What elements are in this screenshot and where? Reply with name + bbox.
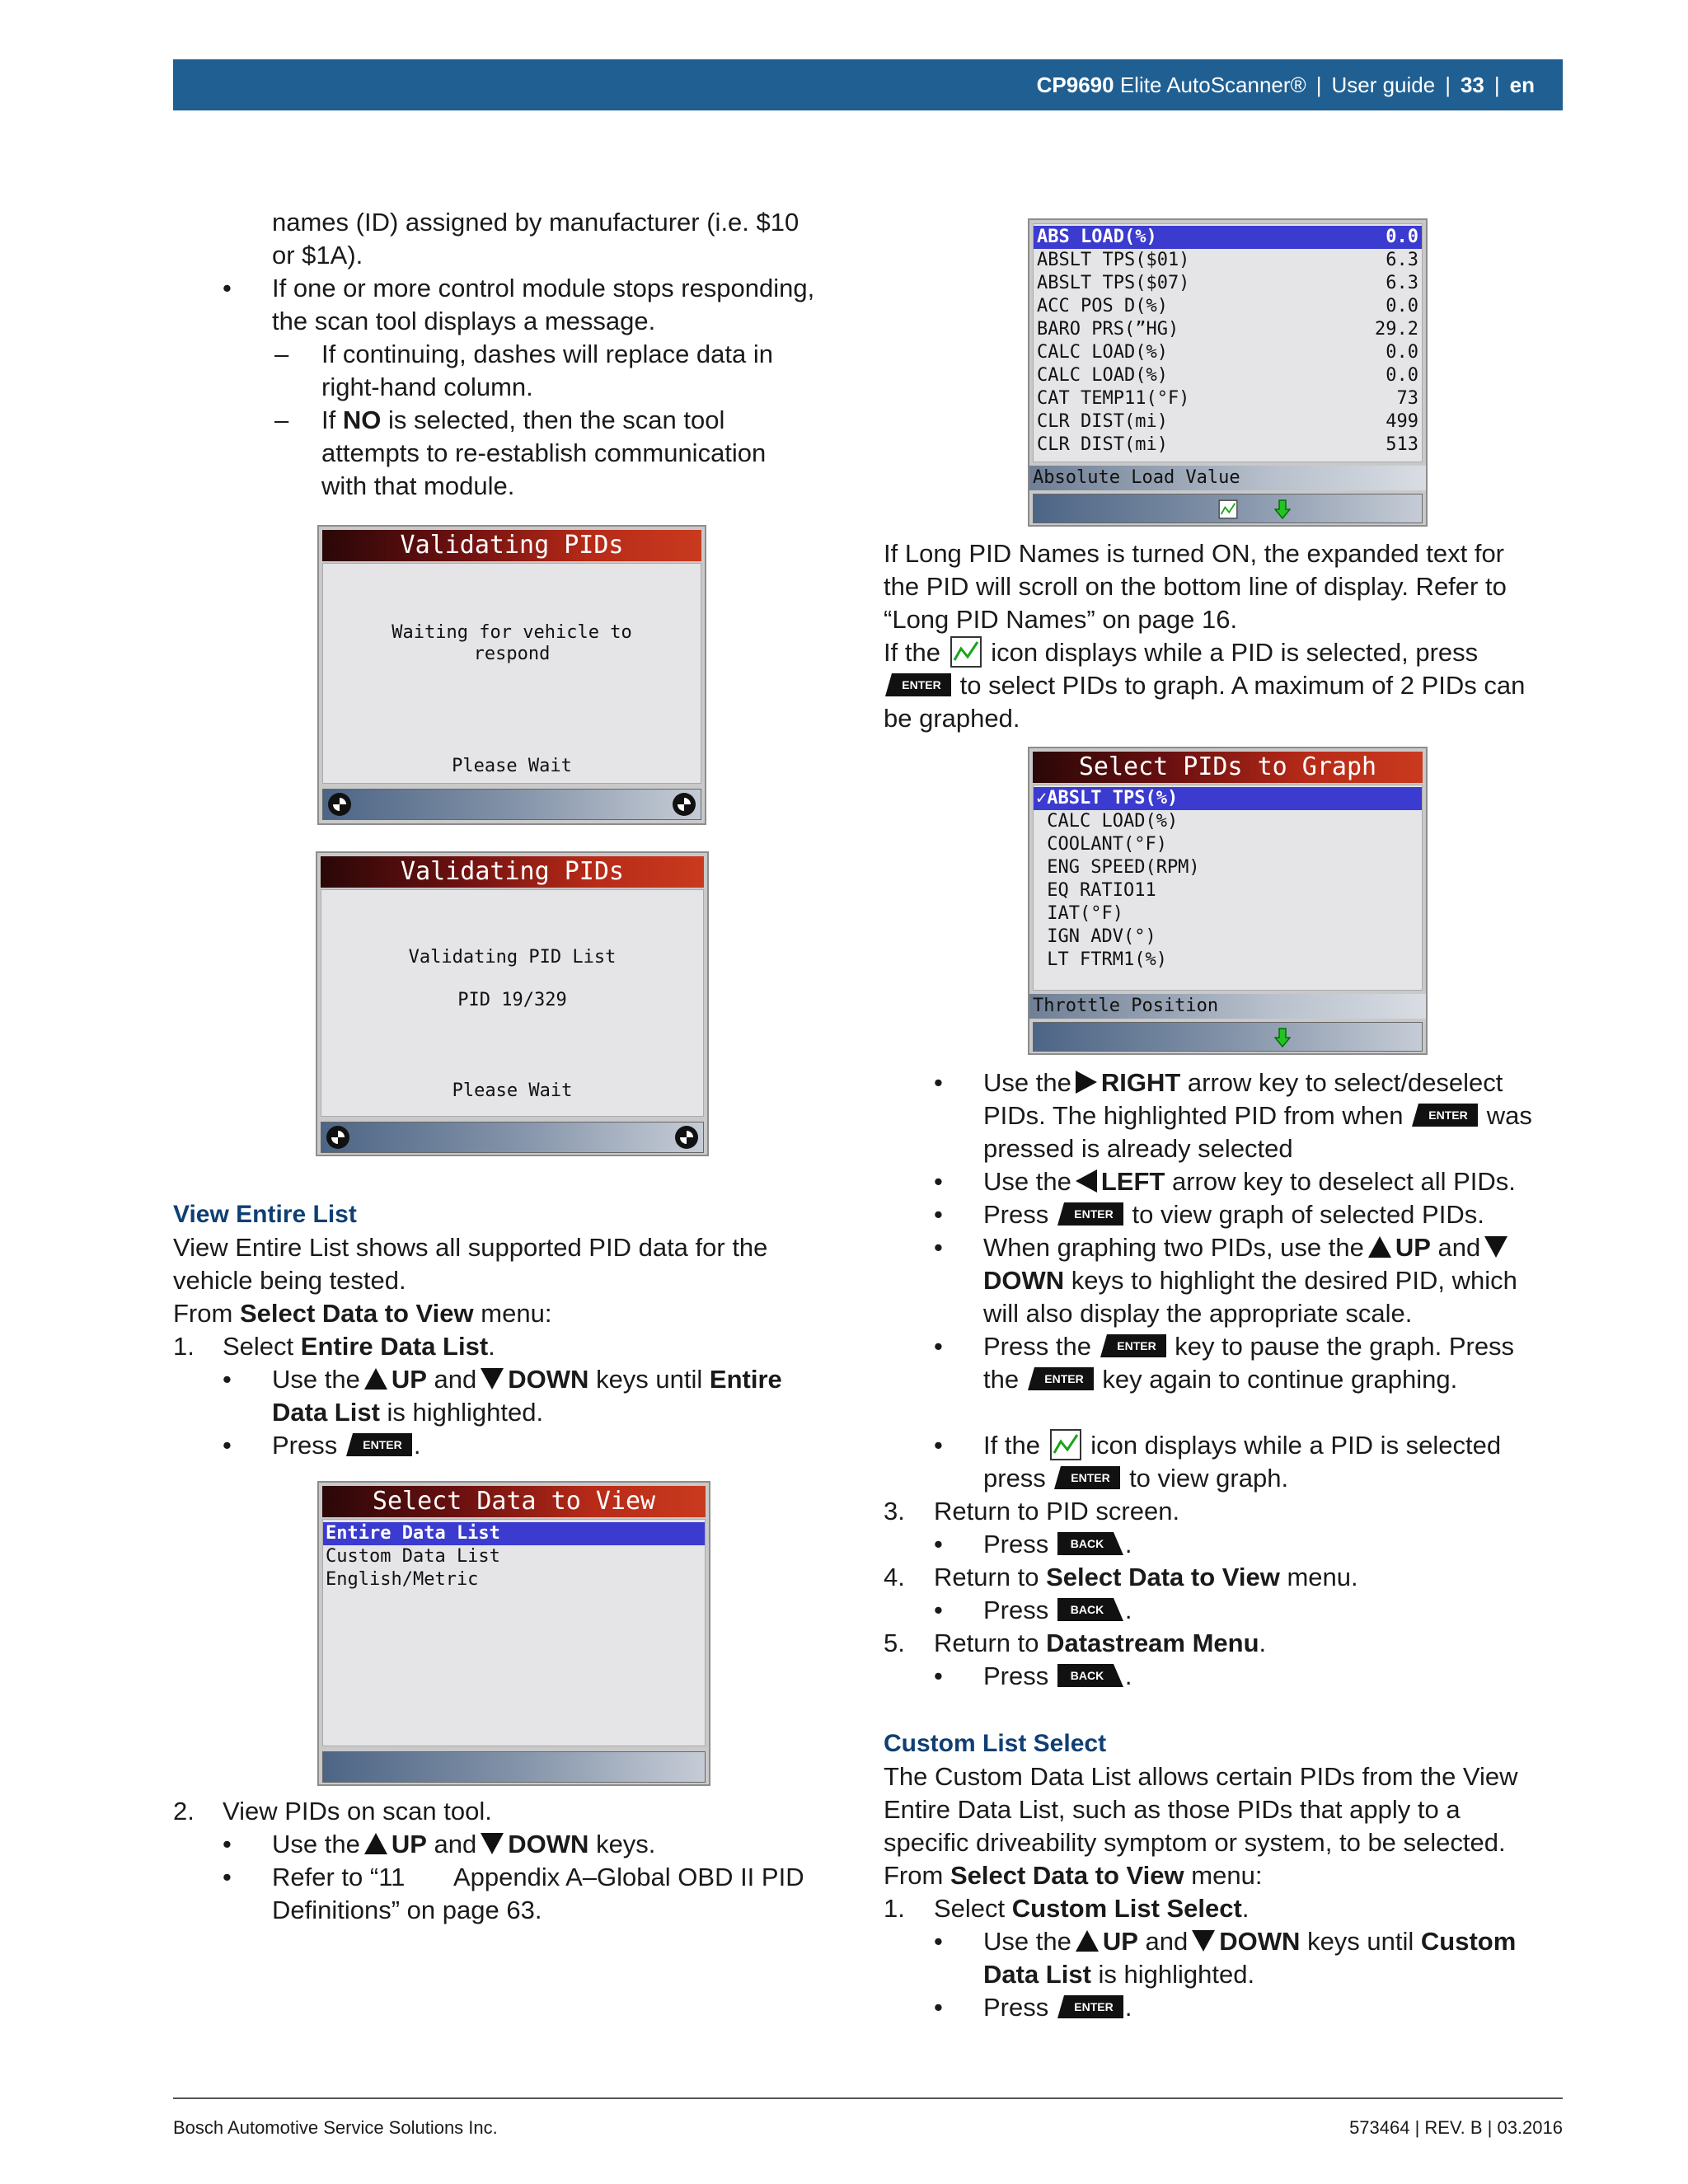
dash-no-selected: If NO is selected, then the scan tool [321, 405, 725, 434]
down-arrow-icon [1484, 1235, 1508, 1258]
left-arrow-icon [1075, 1169, 1098, 1193]
graph-icon [1218, 499, 1238, 519]
up-arrow-icon [1075, 1929, 1100, 1952]
pid-row[interactable] [1034, 364, 1422, 387]
enter-key-icon [1054, 1466, 1120, 1489]
screen-message-line-2: respond [473, 644, 551, 664]
pid-row[interactable] [1034, 226, 1422, 249]
from-menu-line: From Select Data to View menu: [884, 1861, 1263, 1890]
pid-name: CAT TEMP11(°F) [1037, 388, 1190, 409]
graph-pid-list [1033, 785, 1423, 991]
step-select-custom-list: Select Custom List Select. [934, 1894, 1250, 1923]
pid-value: 73 [1396, 388, 1418, 409]
down-arrow-icon [1274, 499, 1291, 519]
pid-value: 0.0 [1386, 296, 1418, 316]
graph-icon [1049, 1428, 1082, 1461]
enter-key-icon [1028, 1367, 1094, 1390]
graph-icon [950, 635, 982, 668]
pid-value: 0.0 [1386, 365, 1418, 386]
custom-list-desc: The Custom Data List allows certain PIDs from the View [884, 1762, 1518, 1791]
pid-row[interactable] [1034, 341, 1422, 364]
pid-row[interactable] [1034, 249, 1422, 272]
busy-spinner-icon [328, 793, 351, 816]
header-model: CP9690 [1036, 72, 1114, 97]
bullet-graph-icon: If the icon displays while a PID is selected [983, 1429, 1501, 1464]
graph-pid-item[interactable]: IAT(°F) [1036, 903, 1123, 924]
pid-value: 0.0 [1386, 227, 1418, 247]
heading-custom-list-select: Custom List Select [884, 1730, 1107, 1757]
screen-message-line-2: PID 19/329 [457, 990, 567, 1010]
screen-message-line-1: Validating PID List [408, 947, 617, 968]
back-key-icon [1057, 1598, 1123, 1621]
screen-toolbar [322, 1751, 706, 1783]
menu-item-english-metric[interactable]: English/Metric [326, 1569, 479, 1590]
pid-row[interactable] [1034, 410, 1422, 434]
pid-value: 29.2 [1375, 319, 1418, 340]
pid-value: 513 [1386, 434, 1418, 455]
footer-doc-number: 573464 | REV. B | 03.2016 [1349, 2117, 1563, 2138]
busy-spinner-icon [675, 1126, 698, 1149]
screen-validating-pids-2 [316, 851, 709, 1156]
intro-continued: names (ID) assigned by manufacturer (i.e. $10 [272, 208, 799, 237]
pid-value: 499 [1386, 411, 1418, 432]
step-return-pid-screen: Return to PID screen. [934, 1497, 1180, 1526]
pid-description-bar: Absolute Load Value [1029, 466, 1426, 490]
screen-title: Validating PIDs [322, 530, 701, 561]
screen-menu-list [322, 1519, 706, 1746]
pid-row[interactable] [1034, 295, 1422, 318]
page-header: CP9690 Elite AutoScanner® | User guide | 33 | en [173, 59, 1563, 110]
pid-data-table [1033, 223, 1423, 462]
graph-pid-item[interactable]: CALC LOAD(%) [1036, 811, 1179, 832]
pid-row[interactable] [1034, 387, 1422, 410]
step-select-entire-data-list: Select Entire Data List. [223, 1332, 495, 1361]
graph-icon-text: If the icon displays while a PID is selected, press [884, 636, 1478, 671]
enter-key-icon [1412, 1104, 1478, 1127]
down-arrow-icon [1274, 1028, 1291, 1047]
graph-pid-item[interactable]: IGN ADV(°) [1036, 926, 1156, 947]
up-arrow-icon [363, 1832, 388, 1855]
header-page-number: 33 [1460, 72, 1484, 97]
screen-message-line-1: Waiting for vehicle to [392, 622, 632, 643]
menu-item-custom-data-list[interactable]: Custom Data List [326, 1546, 500, 1567]
pid-value: 0.0 [1386, 342, 1418, 363]
bullet-right-arrow: Use the RIGHT arrow key to select/deselect [983, 1068, 1503, 1097]
footer-company: Bosch Automotive Service Solutions Inc. [173, 2117, 498, 2138]
pid-name: BARO PRS(”HG) [1037, 319, 1179, 340]
enter-key-icon [1057, 1995, 1123, 2018]
screen-footer-text: Please Wait [452, 1080, 573, 1101]
screen-select-data-to-view [317, 1481, 710, 1786]
from-menu-line: From Select Data to View menu: [173, 1299, 552, 1328]
enter-key-icon [1100, 1334, 1166, 1357]
screen-title: Validating PIDs [321, 856, 704, 888]
bullet-module-stops: If one or more control module stops responding, [272, 274, 815, 302]
pid-row[interactable] [1034, 434, 1422, 457]
heading-view-entire-list: View Entire List [173, 1201, 357, 1228]
dash-continuing: If continuing, dashes will replace data in [321, 340, 773, 368]
back-key-icon [1057, 1664, 1123, 1687]
pid-name: ACC POS D(%) [1037, 296, 1168, 316]
header-language: en [1509, 72, 1535, 97]
pid-value: 6.3 [1386, 273, 1418, 293]
pid-name: ABSLT TPS($01) [1037, 250, 1190, 270]
instruction-up-down-keys: Use the UP and DOWN keys. [272, 1830, 656, 1858]
pid-name: ABSLT TPS($07) [1037, 273, 1190, 293]
step-view-pids: View PIDs on scan tool. [223, 1797, 492, 1825]
graph-pid-item[interactable]: ✓ABSLT TPS(%) [1034, 787, 1422, 810]
screen-validating-pids-1 [317, 525, 706, 825]
down-arrow-icon [1191, 1929, 1216, 1952]
menu-item-entire-data-list[interactable]: Entire Data List [323, 1522, 705, 1545]
footer-divider [173, 2097, 1563, 2099]
pid-name: CALC LOAD(%) [1037, 365, 1168, 386]
bullet-left-arrow: Use the LEFT arrow key to deselect all PIDs. [983, 1167, 1516, 1196]
right-arrow-icon [1075, 1070, 1098, 1094]
screen-footer-text: Please Wait [452, 756, 572, 776]
graph-pid-item[interactable]: EQ RATIO11 [1036, 880, 1156, 901]
screen-pid-data-list [1028, 218, 1428, 527]
view-entire-desc: View Entire List shows all supported PID data for the [173, 1233, 768, 1262]
bullet-graphing-two-pids: When graphing two PIDs, use the UP and [983, 1231, 1512, 1264]
instruction-press-back: Press . [983, 1596, 1132, 1624]
instruction-press-back: Press . [983, 1530, 1132, 1558]
step-return-select-data: Return to Select Data to View menu. [934, 1563, 1358, 1591]
header-doc-type: User guide [1331, 72, 1436, 97]
bullet-press-enter-graph: Press to view graph of selected PIDs. [983, 1200, 1484, 1229]
instruction-press-enter: Press . [983, 1993, 1132, 2022]
header-product: Elite AutoScanner® [1119, 72, 1306, 97]
up-arrow-icon [363, 1367, 388, 1390]
refer-appendix: Refer to “11 Appendix A–Global OBD II PID [272, 1863, 804, 1891]
enter-key-icon [885, 673, 951, 696]
enter-key-icon [346, 1433, 412, 1456]
graph-pid-item[interactable]: LT FTRM1(%) [1036, 949, 1167, 970]
pid-description-bar: Throttle Position [1029, 994, 1426, 1019]
pid-name: CLR DIST(mi) [1037, 434, 1168, 455]
screen-toolbar [321, 1122, 704, 1153]
screen-toolbar [1033, 1022, 1423, 1052]
instruction-up-down-custom: Use the UP and DOWN keys until Custom [983, 1927, 1517, 1956]
pid-name: CALC LOAD(%) [1037, 342, 1168, 363]
pid-name: ABS LOAD(%) [1037, 227, 1157, 247]
graph-pid-item[interactable]: ENG SPEED(RPM) [1036, 857, 1200, 878]
instruction-press-enter: Press . [272, 1431, 421, 1460]
down-arrow-icon [480, 1832, 504, 1855]
back-key-icon [1057, 1532, 1123, 1555]
pid-row[interactable] [1034, 318, 1422, 341]
screen-title: Select Data to View [322, 1486, 706, 1517]
screen-toolbar [1033, 494, 1423, 523]
screen-toolbar [322, 789, 701, 820]
graph-pid-item[interactable]: COOLANT(°F) [1036, 834, 1167, 855]
pid-name: CLR DIST(mi) [1037, 411, 1168, 432]
down-arrow-icon [480, 1367, 504, 1390]
busy-spinner-icon [673, 793, 696, 816]
pid-row[interactable] [1034, 272, 1422, 295]
screen-title: Select PIDs to Graph [1033, 752, 1423, 783]
enter-key-icon [1057, 1202, 1123, 1226]
bullet-pause-graph: Press the key to pause the graph. Press [983, 1332, 1515, 1361]
up-arrow-icon [1367, 1235, 1392, 1258]
screen-select-pids-to-graph [1028, 747, 1428, 1055]
pid-value: 6.3 [1386, 250, 1418, 270]
step-return-datastream: Return to Datastream Menu. [934, 1629, 1267, 1657]
busy-spinner-icon [326, 1126, 349, 1149]
instruction-press-back: Press . [983, 1661, 1132, 1690]
long-pid-names-text: If Long PID Names is turned ON, the expanded text for [884, 539, 1505, 568]
instruction-up-down: Use the UP and DOWN keys until Entire [272, 1365, 782, 1394]
